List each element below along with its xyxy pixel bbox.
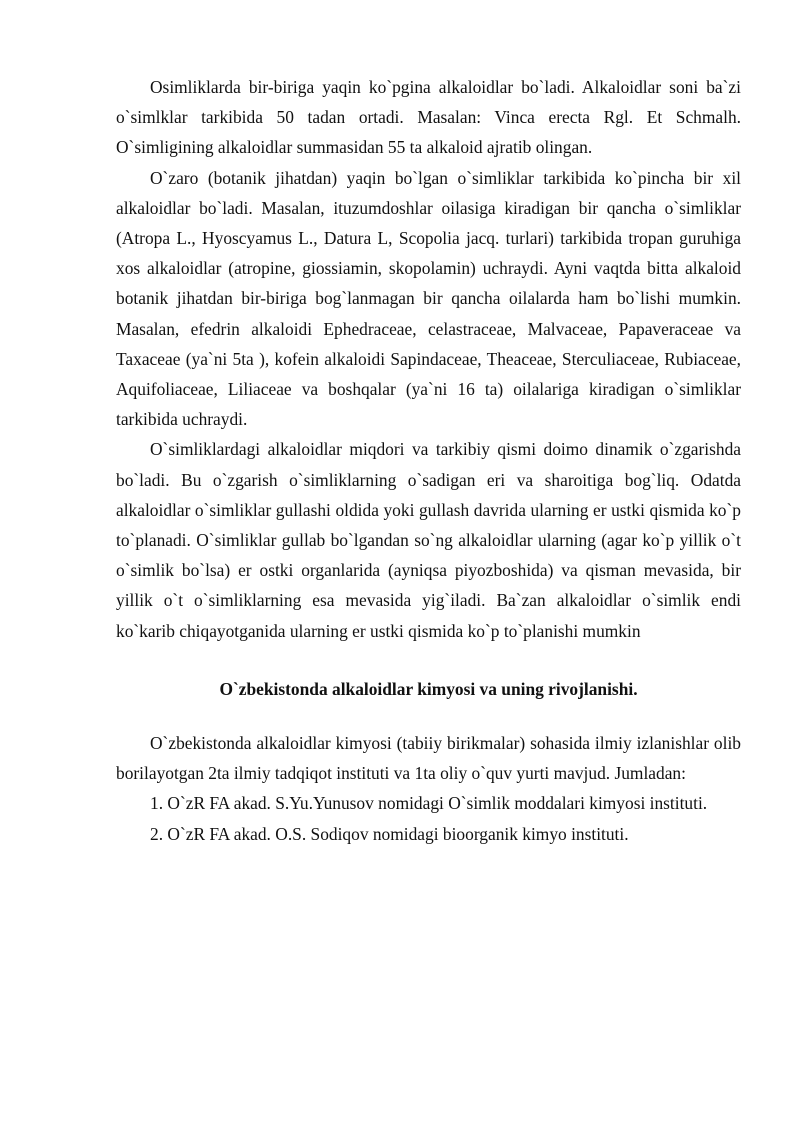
paragraph-alkaloid-count: Osimliklarda bir-biriga yaqin ko`pgina alkaloidlar bo`ladi. Alkaloidlar soni ba`zi o`simlklar tarkibida 50 tadan ortadi. Masalan: Vinca erecta Rgl. Et Schmalh. O`simligining alkaloidlar summasidan 55 ta alkaloid ajratib olingan. xyxy=(116,77,741,158)
paragraph-alkaloid-dynamics: O`simliklardagi alkaloidlar miqdori va tarkibiy qismi doimo dinamik o`zgarishda bo`ladi. Bu o`zgarish o`simliklarning o`sadigan eri va sharoitiga bog`liq. Odatda alkaloidlar o`simliklar gullashi oldida yoki gullash davrida ularning er ustki qismida ko`p to`planadi. O`simliklar gullab bo`lgandan so`ng alkaloidlar ularning (agar ko`p yillik o`t o`simlik bo`lsa) er ostki organlarida (ayniqsa piyozboshida) va qisman mevasida, bir yillik o`t o`simliklarning esa mevasida yig`iladi. Ba`zan alkaloidlar o`simlik endi ko`karib chiqayotganida ularning er ustki qismida ko`p to`planishi mumkin xyxy=(116,439,741,641)
list-item-institute-1: 1. O`zR FA akad. S.Yu.Yunusov nomidagi O`simlik moddalari kimyosi instituti. xyxy=(150,793,708,814)
list-item-institute-2: 2. O`zR FA akad. O.S. Sodiqov nomidagi bioorganik kimyo instituti. xyxy=(150,823,629,844)
paragraph-uzbekistan-intro: O`zbekistonda alkaloidlar kimyosi (tabiiy birikmalar) sohasida ilmiy izlanishlar olib borilayotgan 2ta ilmiy tadqiqot instituti va 1ta oliy o`quv yurti mavjud. Jumladan: xyxy=(116,733,741,784)
section-heading: O`zbekistonda alkaloidlar kimyosi va uning rivojlanishi. xyxy=(219,678,638,699)
paragraph-related-plants: O`zaro (botanik jihatdan) yaqin bo`lgan o`simliklar tarkibida ko`pincha bir xil alkaloidlar bo`ladi. Masalan, ituzumdoshlar oilasiga kiradigan bir qancha o`simliklar (Atropa L., Hyoscyamus L., Datura L, Scopolia jacq. turlari) tarkibida tropan guruhiga xos alkaloidlar (atropine, giossiamin, skopolamin) uchraydi. Ayni vaqtda bitta alkaloid botanik jihatdan bir-biriga bog`lanmagan bir qancha oilalarda ham bo`lishi mumkin. Masalan, efedrin alkaloidi Ephedraceae, celastraceae, Malvaceae, Papaveraceae va Taxaceae (ya`ni 5ta ), kofein alkaloidi Sapindaceae, Theaceae, Sterculiaceae, Rubiaceae, Aquifoliaceae, Liliaceae va boshqalar (ya`ni 16 ta) oilalariga kiradigan o`simliklar tarkibida uchraydi. xyxy=(116,167,741,430)
page-content xyxy=(116,72,741,849)
